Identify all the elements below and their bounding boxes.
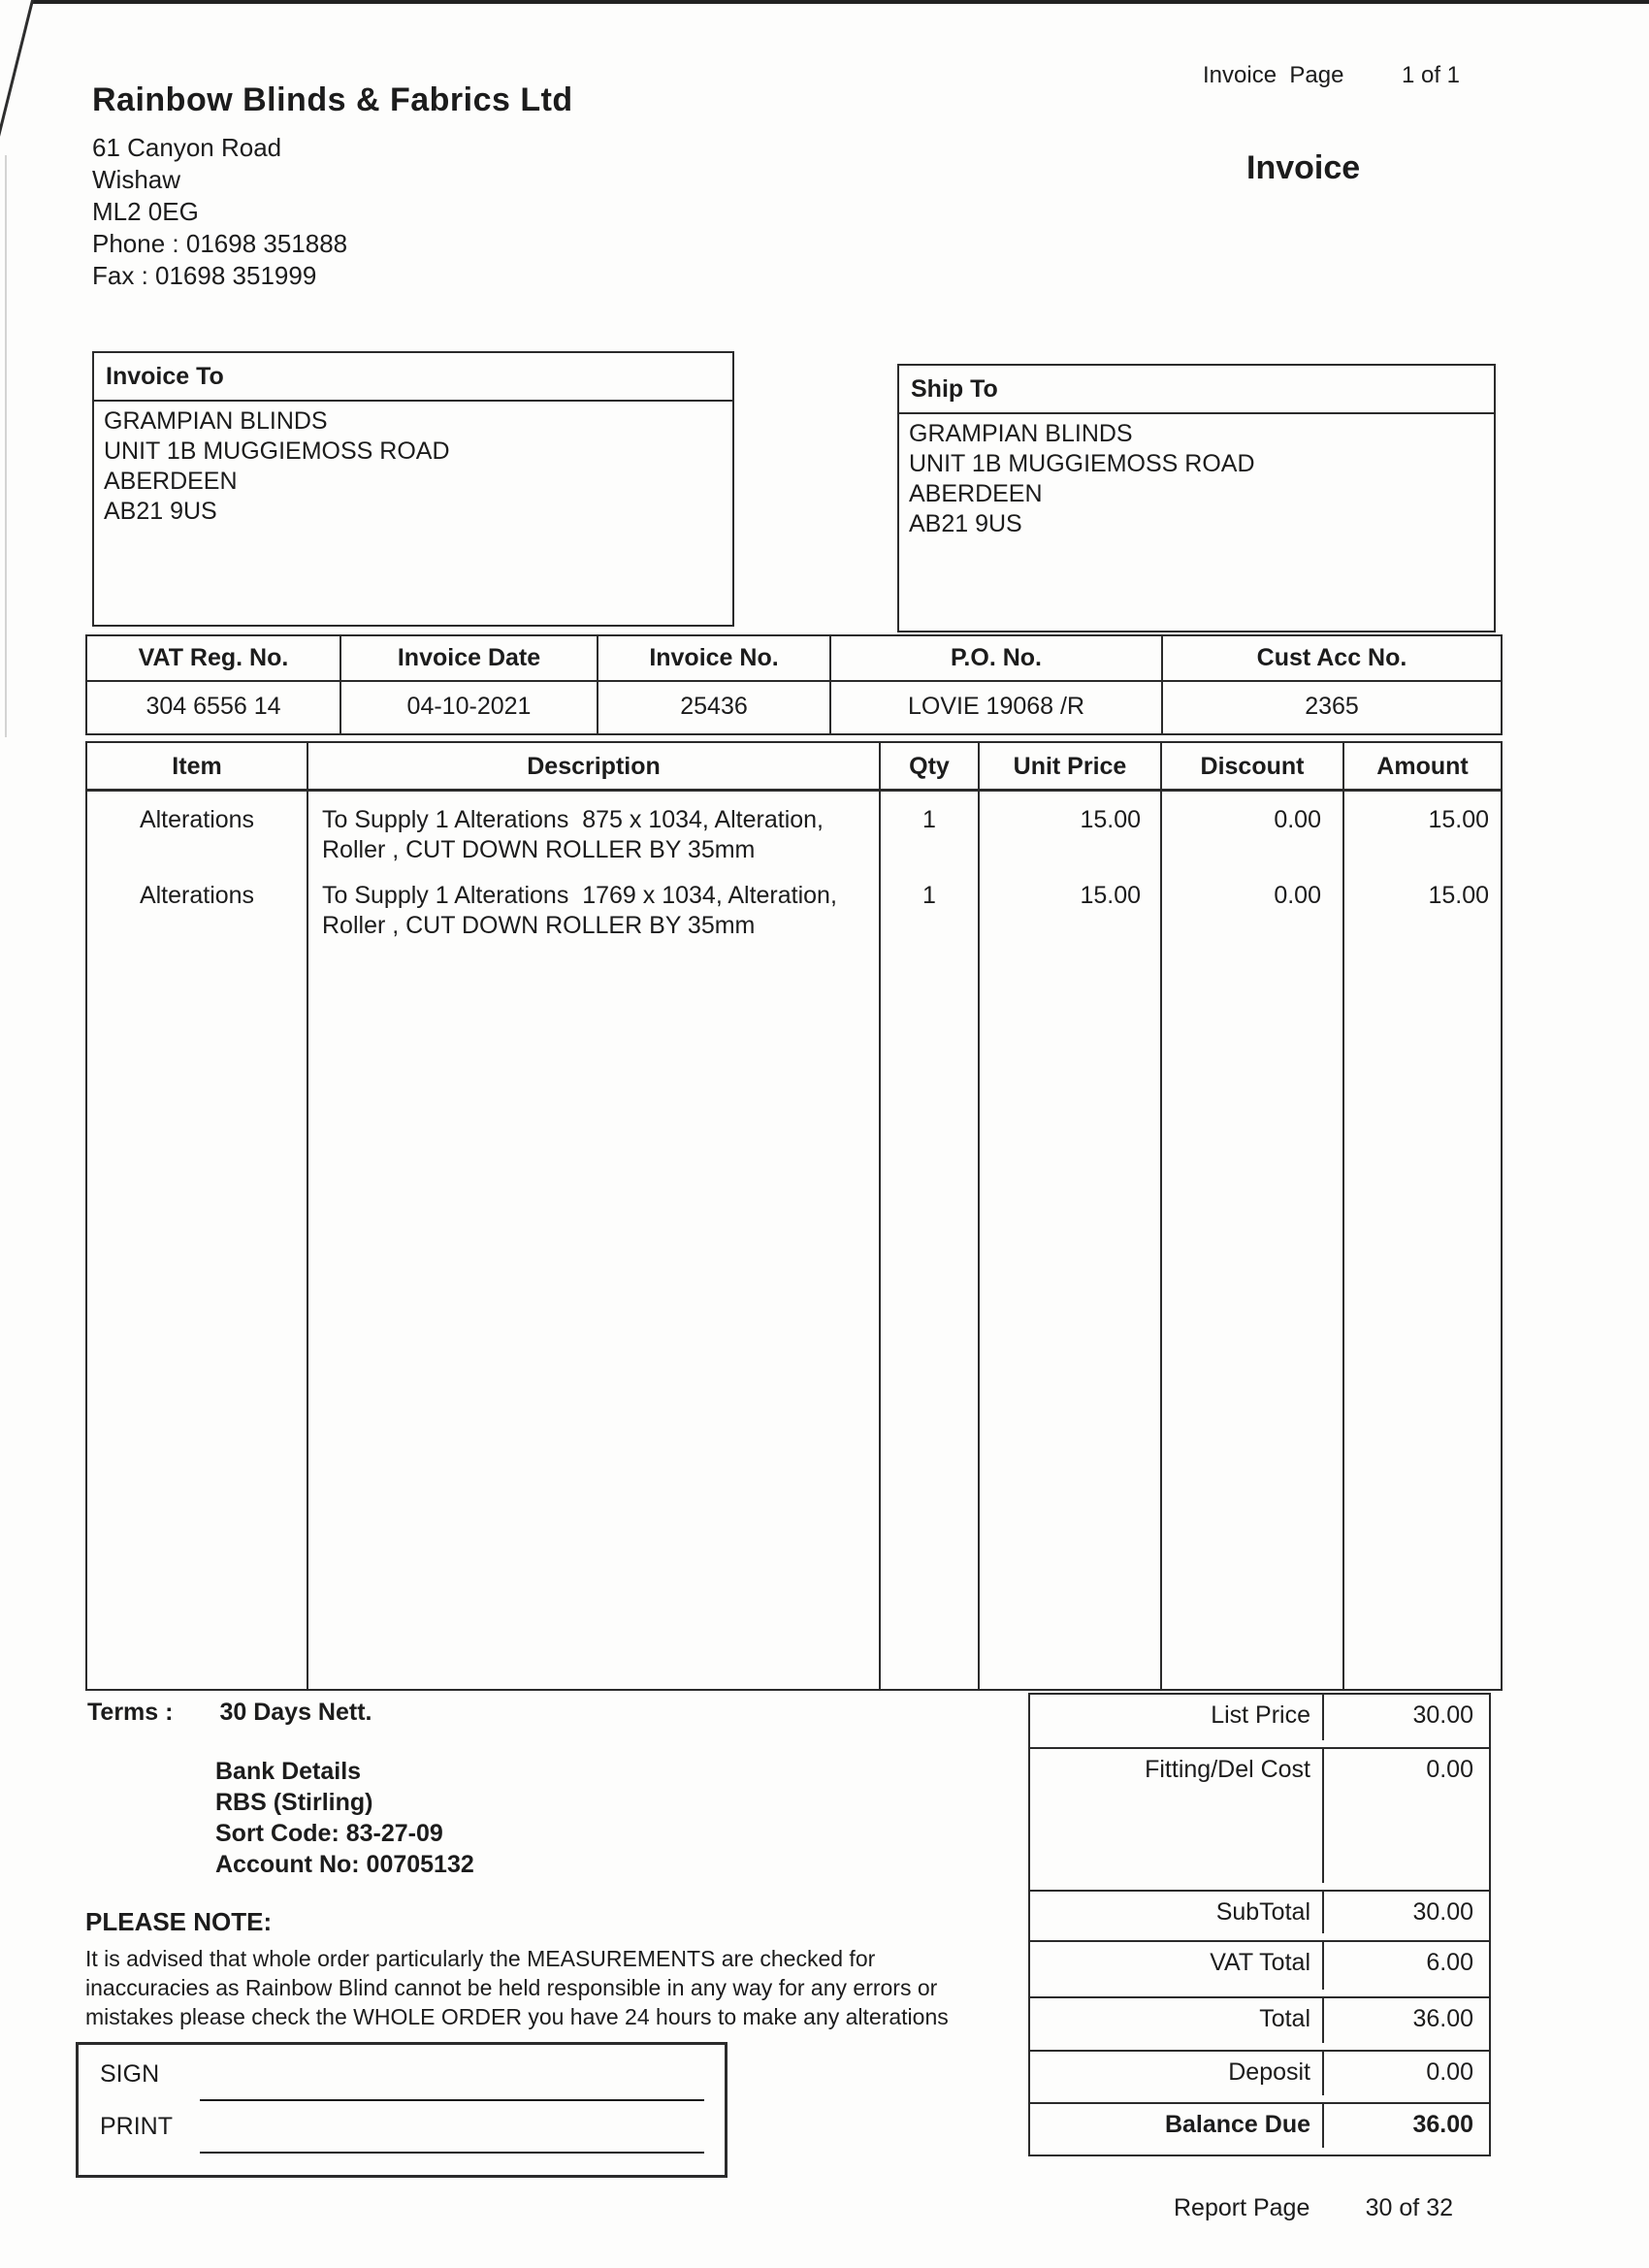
totals-row-balance-due [1030,2104,1489,2155]
amount-cell: 15.00 [1428,806,1489,833]
ship-to-line: GRAMPIAN BLINDS [909,420,1133,447]
items-column-unit-price [980,792,1162,1689]
description-line: Roller , CUT DOWN ROLLER BY 35mm [322,912,756,939]
totals-box [1028,1693,1491,2156]
sign-label: SIGN [100,2060,160,2088]
discount-cell: 0.00 [1274,882,1321,909]
totals-value: 0.00 [1426,1756,1473,1783]
discount-cell: 0.00 [1274,806,1321,833]
meta-value-vat-reg: 304 6556 14 [87,682,341,733]
terms-value: 30 Days Nett. [219,1699,372,1726]
terms-row [87,1699,372,1727]
report-page-value: 30 of 32 [1365,2194,1453,2221]
company-address-line: Fax : 01698 351999 [92,261,317,290]
company-address-line: 61 Canyon Road [92,133,282,162]
meta-value-row [87,682,1501,733]
report-page-label: Report Page [1174,2194,1310,2221]
bank-details-line: Bank Details [215,1758,362,1785]
invoice-to-label: Invoice To [94,353,732,402]
report-page-indicator [1174,2194,1453,2222]
items-header-item: Item [87,743,308,792]
totals-label: Total [1030,1998,1324,2043]
description-line: To Supply 1 Alterations 1769 x 1034, Alteration, [322,882,837,909]
company-address [92,132,347,292]
ship-to-line: AB21 9US [909,510,1022,537]
invoice-to-address [94,402,732,532]
item-cell: Alterations [139,882,255,909]
totals-label: Balance Due [1030,2104,1324,2148]
meta-value-cust-acc: 2365 [1305,693,1359,720]
company-name: Rainbow Blinds & Fabrics Ltd [92,81,573,118]
ship-to-line: ABERDEEN [909,480,1043,507]
items-column-qty [881,792,980,1689]
scan-edge-top [33,0,1649,4]
items-header-row [87,743,1501,792]
items-header-discount: Discount [1162,743,1344,792]
meta-value-invoice-date: 04-10-2021 [341,682,598,733]
totals-row-total [1030,1998,1489,2052]
totals-value: 36.00 [1412,2111,1473,2138]
item-cell: Alterations [139,806,255,833]
invoice-meta-table [85,634,1503,735]
meta-header-cust-acc: Cust Acc No. [1163,636,1501,682]
meta-header-vat-reg: VAT Reg. No. [87,636,341,682]
line-items-table [85,741,1503,1691]
totals-label: SubTotal [1030,1892,1324,1933]
description-line: Roller , CUT DOWN ROLLER BY 35mm [322,836,756,863]
items-header-qty: Qty [881,743,980,792]
page-indicator-value: 1 of 1 [1401,62,1460,88]
qty-cell: 1 [922,806,936,833]
bank-details-line: Account No: 00705132 [215,1851,474,1878]
note-line: mistakes please check the WHOLE ORDER you have 24 hours to make any alterations [85,2004,949,2029]
note-title: PLEASE NOTE: [85,1907,273,1936]
ship-to-line: UNIT 1B MUGGIEMOSS ROAD [909,450,1255,477]
note-body [85,1944,1017,2031]
sign-line [200,2099,704,2101]
ship-to-address [899,414,1494,544]
terms-label: Terms : [87,1699,174,1726]
meta-header-invoice-date: Invoice Date [341,636,598,682]
company-address-line: Phone : 01698 351888 [92,229,348,258]
totals-row-subtotal [1030,1892,1489,1942]
invoice-to-line: GRAMPIAN BLINDS [104,407,328,435]
totals-label: VAT Total [1030,1942,1324,1990]
invoice-title: Invoice [1246,149,1361,186]
items-column-item [87,792,308,1689]
meta-value-invoice-no: 25436 [598,682,831,733]
print-line [200,2152,704,2154]
company-address-line: ML2 0EG [92,197,199,226]
bank-details [215,1756,474,1880]
ship-to-box [897,364,1496,632]
totals-value: 36.00 [1412,2005,1473,2032]
note-line: It is advised that whole order particularly the MEASUREMENTS are checked for [85,1946,876,1971]
unit-price-cell: 15.00 [1080,806,1141,833]
unit-price-cell: 15.00 [1080,882,1141,909]
items-column-description [308,792,881,1689]
totals-label: Deposit [1030,2052,1324,2095]
totals-row-deposit [1030,2052,1489,2104]
ship-to-label: Ship To [899,366,1494,414]
meta-header-row [87,636,1501,682]
bank-details-line: Sort Code: 83-27-09 [215,1820,443,1847]
page-indicator-label: Invoice Page [1203,62,1344,88]
bank-details-line: RBS (Stirling) [215,1789,373,1816]
amount-cell: 15.00 [1428,882,1489,909]
scan-edge-left [5,155,7,737]
totals-value: 6.00 [1426,1949,1473,1976]
description-cell [308,881,879,956]
meta-header-po-no: P.O. No. [831,636,1163,682]
totals-label: List Price [1030,1695,1324,1740]
items-column-discount [1162,792,1344,1689]
invoice-to-line: UNIT 1B MUGGIEMOSS ROAD [104,437,450,465]
totals-row-vat-total [1030,1942,1489,1998]
totals-label: Fitting/Del Cost [1030,1749,1324,1883]
totals-row-list-price [1030,1695,1489,1749]
items-body [87,792,1501,1689]
print-label: PRINT [100,2113,173,2140]
items-header-unit-price: Unit Price [980,743,1162,792]
invoice-to-line: AB21 9US [104,498,217,525]
invoice-to-box [92,351,734,627]
description-line: To Supply 1 Alterations 875 x 1034, Alteration, [322,806,824,833]
totals-row-fitting-del-cost [1030,1749,1489,1892]
meta-value-po-no: LOVIE 19068 /R [831,682,1163,733]
description-cell [308,805,879,881]
invoice-to-line: ABERDEEN [104,468,238,495]
scan-edge-corner [0,0,36,148]
items-header-description: Description [308,743,881,792]
note-line: inaccuracies as Rainbow Blind cannot be held responsible in any way for any errors or [85,1975,938,2000]
signature-box [76,2042,728,2178]
items-column-amount [1344,792,1501,1689]
qty-cell: 1 [922,882,936,909]
meta-header-invoice-no: Invoice No. [598,636,831,682]
totals-value: 0.00 [1426,2058,1473,2086]
totals-value: 30.00 [1412,1898,1473,1926]
page-indicator [1203,62,1460,89]
totals-value: 30.00 [1412,1701,1473,1729]
company-address-line: Wishaw [92,165,181,194]
items-header-amount: Amount [1344,743,1501,792]
